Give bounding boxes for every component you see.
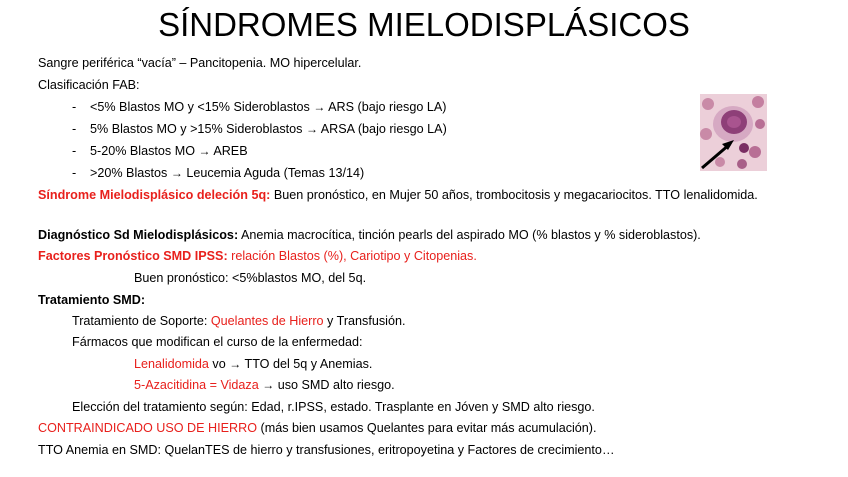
pronostico-good: Buen pronóstico: <5%blastos MO, del 5q. [134, 271, 367, 285]
fab-item: - 5% Blastos MO y >15% Sideroblastos → ARSA (bajo riesgo LA) [72, 122, 447, 136]
bullet-dash: - [72, 166, 77, 180]
anemia-line: TTO Anemia en SMD: QuelanTES de hierro y transfusiones, eritropoyetina y Factores de crecimiento… [38, 443, 615, 457]
arrow-right-icon: → [229, 357, 242, 371]
bullet-dash: - [72, 100, 77, 114]
arrow-right-icon: → [262, 378, 275, 392]
contraindicado-label: CONTRAINDICADO USO DE HIERRO [38, 421, 258, 435]
pronostico-label: Factores Pronóstico SMD IPSS: [38, 249, 228, 263]
diagnostico-line [38, 227, 701, 243]
fab-heading: Clasificación FAB: [38, 78, 140, 92]
pronostico-text: relación Blastos (%), Cariotipo y Citopenias. [227, 249, 477, 263]
blood-smear-illustration [700, 94, 767, 171]
azacitidina-line: 5-Azacitidina = Vidaza → uso SMD alto riesgo. [134, 378, 395, 392]
del5q-text: Buen pronóstico, en Mujer 50 años, trombocitosis y megacariocitos. TTO lenalidomida. [270, 188, 758, 202]
fab-item: - >20% Blastos → Leucemia Aguda (Temas 13/14) [72, 166, 365, 180]
fab-item: - <5% Blastos MO y <15% Sideroblastos → ARS (bajo riesgo LA) [72, 100, 447, 114]
del5q-paragraph [38, 187, 808, 203]
tratamiento-heading: Tratamiento SMD: [38, 293, 146, 307]
del5q-label: Síndrome Mielodisplásico deleción 5q: [38, 188, 271, 202]
contraindicado-text: (más bien usamos Quelantes para evitar más acumulación). [257, 421, 597, 435]
pronostico-line [38, 248, 477, 264]
blood-smear-image [700, 94, 767, 171]
azacitidina-text: 5-Azacitidina = Vidaza [134, 378, 259, 392]
arrow-right-icon: → [305, 122, 318, 136]
arrow-right-icon: → [313, 100, 326, 114]
lenalidomida-text: Lenalidomida [134, 357, 209, 371]
lenalidomida-line: Lenalidomida vo → TTO del 5q y Anemias. [134, 357, 373, 371]
diagnostico-text: Anemia macrocítica, tinción pearls del aspirado MO (% blastos y % sideroblastos). [238, 228, 701, 242]
quelantes-text: Quelantes de Hierro [210, 314, 324, 328]
soporte-line: Tratamiento de Soporte: Quelantes de Hierro y Transfusión. [72, 314, 406, 328]
diagnostico-label: Diagnóstico Sd Mielodisplásicos: [38, 228, 239, 242]
intro-line: Sangre periférica “vacía” – Pancitopenia. MO hipercelular. [38, 56, 362, 70]
bullet-dash: - [72, 144, 77, 158]
bullet-dash: - [72, 122, 77, 136]
eleccion-line: Elección del tratamiento según: Edad, r.IPSS, estado. Trasplante en Jóven y SMD alto riesgo. [72, 400, 595, 414]
arrow-right-icon: → [198, 144, 211, 158]
page-title: SÍNDROMES MIELODISPLÁSICOS [158, 6, 690, 43]
farmacos-line: Fármacos que modifican el curso de la enfermedad: [72, 335, 363, 349]
contraindicado-line [38, 420, 597, 436]
fab-item: - 5-20% Blastos MO → AREB [72, 144, 248, 158]
arrow-right-icon: → [170, 166, 183, 180]
